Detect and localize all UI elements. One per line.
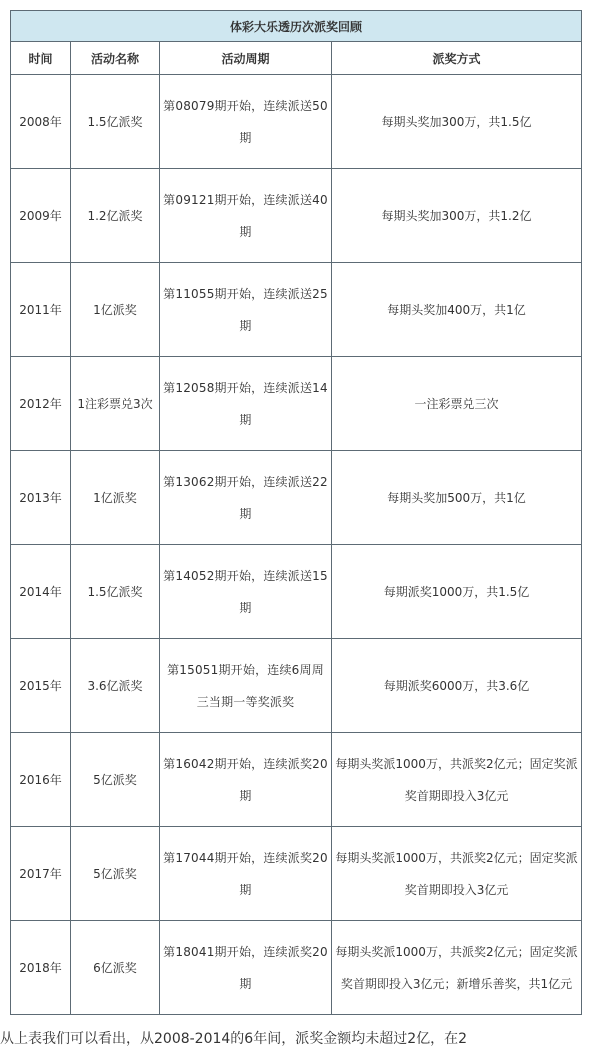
prize-method-cell: 每期头奖加500万，共1亿 bbox=[332, 451, 582, 545]
year-cell: 2012年 bbox=[11, 357, 71, 451]
table-row bbox=[11, 357, 582, 451]
year-cell: 2016年 bbox=[11, 733, 71, 827]
table-row bbox=[11, 545, 582, 639]
activity-name-cell: 1.5亿派奖 bbox=[71, 75, 160, 169]
footer-paragraph: 从上表我们可以看出，从2008-2014的6年间，派奖金额均未超过2亿，在2 bbox=[0, 1031, 468, 1047]
table-row bbox=[11, 75, 582, 169]
activity-period-cell: 第12058期开始，连续派送14期 bbox=[160, 357, 332, 451]
year-cell: 2011年 bbox=[11, 263, 71, 357]
year-cell: 2014年 bbox=[11, 545, 71, 639]
activity-name-cell: 3.6亿派奖 bbox=[71, 639, 160, 733]
activity-name-cell: 5亿派奖 bbox=[71, 733, 160, 827]
table-row bbox=[11, 451, 582, 545]
prize-method-cell: 每期头奖派1000万，共派奖2亿元；固定奖派奖首期即投入3亿元；新增乐善奖，共1亿元 bbox=[332, 921, 582, 1015]
header-activity-name: 活动名称 bbox=[71, 42, 160, 75]
prize-method-cell: 每期头奖加400万，共1亿 bbox=[332, 263, 582, 357]
year-cell: 2008年 bbox=[11, 75, 71, 169]
activity-period-cell: 第17044期开始，连续派奖20期 bbox=[160, 827, 332, 921]
prize-method-cell: 一注彩票兑三次 bbox=[332, 357, 582, 451]
prize-method-cell: 每期头奖加300万，共1.2亿 bbox=[332, 169, 582, 263]
header-prize-method: 派奖方式 bbox=[332, 42, 582, 75]
prize-history-table bbox=[10, 10, 582, 1015]
activity-name-cell: 1.5亿派奖 bbox=[71, 545, 160, 639]
prize-method-cell: 每期头奖派1000万，共派奖2亿元；固定奖派奖首期即投入3亿元 bbox=[332, 733, 582, 827]
header-row bbox=[11, 42, 582, 75]
table-row bbox=[11, 639, 582, 733]
activity-name-cell: 1.2亿派奖 bbox=[71, 169, 160, 263]
activity-period-cell: 第11055期开始，连续派送25期 bbox=[160, 263, 332, 357]
year-cell: 2018年 bbox=[11, 921, 71, 1015]
table-row bbox=[11, 169, 582, 263]
header-activity-period: 活动周期 bbox=[160, 42, 332, 75]
prize-method-cell: 每期头奖派1000万，共派奖2亿元；固定奖派奖首期即投入3亿元 bbox=[332, 827, 582, 921]
table-row bbox=[11, 827, 582, 921]
table-row bbox=[11, 921, 582, 1015]
activity-period-cell: 第13062期开始，连续派送22期 bbox=[160, 451, 332, 545]
prize-method-cell: 每期派奖1000万，共1.5亿 bbox=[332, 545, 582, 639]
activity-period-cell: 第09121期开始，连续派送40期 bbox=[160, 169, 332, 263]
activity-period-cell: 第08079期开始，连续派送50期 bbox=[160, 75, 332, 169]
prize-method-cell: 每期头奖加300万，共1.5亿 bbox=[332, 75, 582, 169]
table-caption: 体彩大乐透历次派奖回顾 bbox=[11, 11, 582, 42]
header-year: 时间 bbox=[11, 42, 71, 75]
prize-method-cell: 每期派奖6000万，共3.6亿 bbox=[332, 639, 582, 733]
year-cell: 2017年 bbox=[11, 827, 71, 921]
activity-period-cell: 第18041期开始，连续派奖20期 bbox=[160, 921, 332, 1015]
year-cell: 2015年 bbox=[11, 639, 71, 733]
activity-name-cell: 1亿派奖 bbox=[71, 263, 160, 357]
activity-name-cell: 5亿派奖 bbox=[71, 827, 160, 921]
activity-name-cell: 1注彩票兑3次 bbox=[71, 357, 160, 451]
activity-period-cell: 第16042期开始，连续派奖20期 bbox=[160, 733, 332, 827]
prize-history-table-container bbox=[10, 10, 581, 1015]
year-cell: 2009年 bbox=[11, 169, 71, 263]
activity-name-cell: 1亿派奖 bbox=[71, 451, 160, 545]
table-row bbox=[11, 263, 582, 357]
activity-period-cell: 第14052期开始，连续派送15期 bbox=[160, 545, 332, 639]
activity-period-cell: 第15051期开始，连续6周周三当期一等奖派奖 bbox=[160, 639, 332, 733]
year-cell: 2013年 bbox=[11, 451, 71, 545]
activity-name-cell: 6亿派奖 bbox=[71, 921, 160, 1015]
table-row bbox=[11, 733, 582, 827]
